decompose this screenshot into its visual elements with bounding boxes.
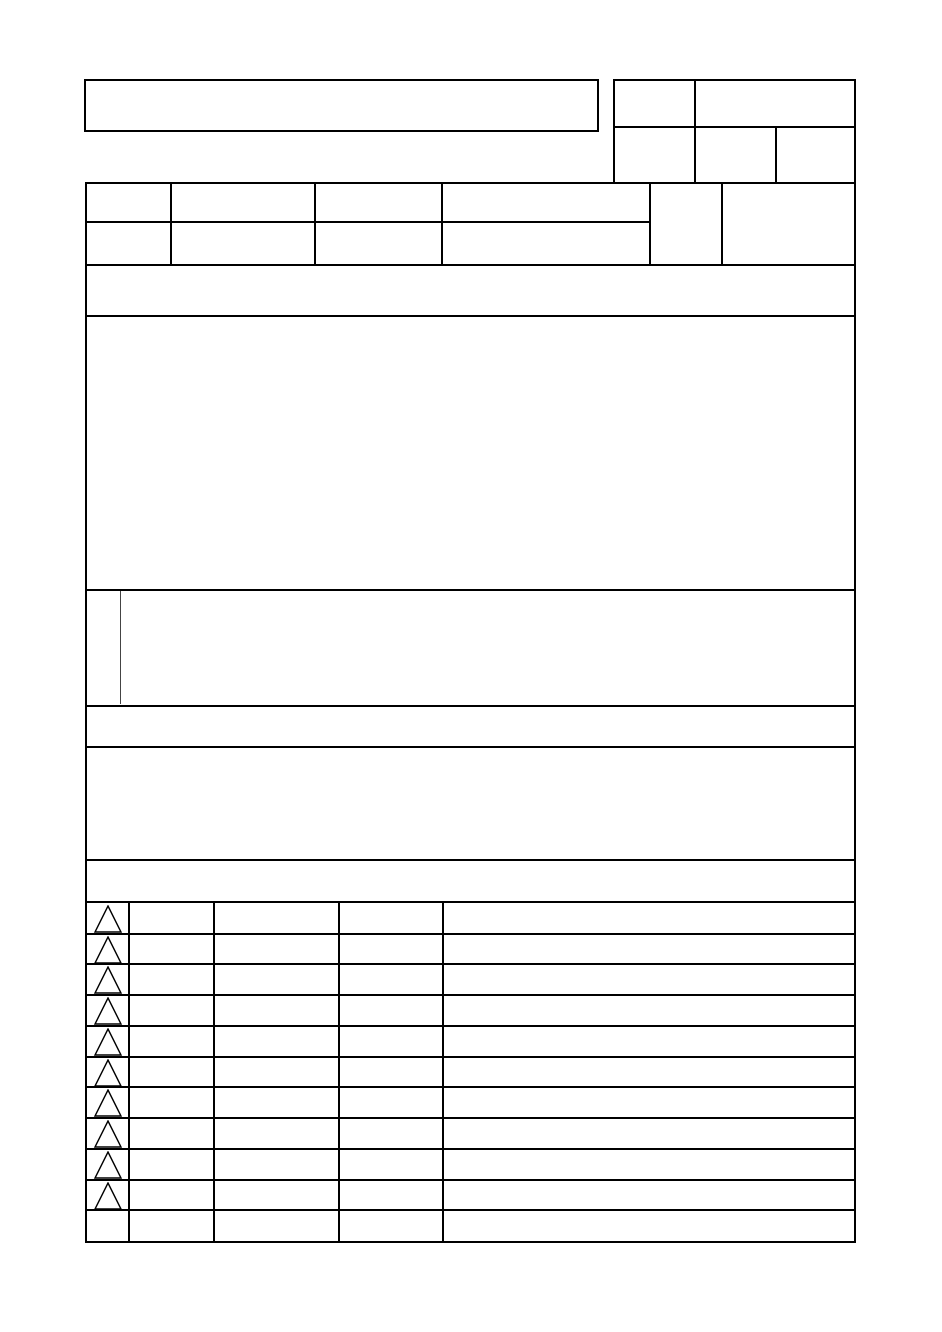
revision-cell bbox=[340, 1027, 442, 1056]
revision-triangle-icon bbox=[93, 1059, 123, 1087]
revision-cell bbox=[215, 1088, 338, 1117]
body-area bbox=[87, 317, 854, 589]
revision-cell bbox=[444, 1088, 854, 1117]
top-table-label bbox=[316, 184, 441, 221]
top-table-label bbox=[443, 184, 649, 221]
header-info-cell bbox=[777, 128, 854, 182]
revision-triangle-icon bbox=[93, 1151, 123, 1179]
revision-cell bbox=[444, 996, 854, 1025]
note-label bbox=[87, 591, 120, 705]
revision-cell bbox=[340, 935, 442, 964]
revision-cell bbox=[444, 965, 854, 994]
revision-cell bbox=[215, 935, 338, 964]
revision-cell bbox=[340, 1181, 442, 1210]
revision-triangle-icon bbox=[93, 997, 123, 1025]
revision-cell bbox=[340, 1058, 442, 1087]
top-table-value bbox=[316, 223, 441, 263]
revision-cell bbox=[130, 1058, 213, 1087]
revision-triangle-icon bbox=[93, 936, 123, 964]
revision-cell bbox=[130, 935, 213, 964]
top-table-side-b bbox=[723, 184, 854, 263]
top-table-value bbox=[172, 223, 314, 263]
revision-cell bbox=[130, 1027, 213, 1056]
revision-triangle-icon bbox=[93, 1120, 123, 1148]
revision-cell bbox=[130, 965, 213, 994]
revision-title bbox=[87, 861, 854, 901]
revision-cell bbox=[444, 1150, 854, 1179]
header-info-cell bbox=[696, 81, 854, 126]
top-table-label bbox=[172, 184, 314, 221]
section-title bbox=[87, 707, 854, 746]
revision-triangle-icon bbox=[93, 966, 123, 994]
revision-cell bbox=[215, 1058, 338, 1087]
revision-cell bbox=[130, 1181, 213, 1210]
subject-line bbox=[87, 266, 854, 315]
top-table-value bbox=[443, 223, 649, 263]
top-table-side-a bbox=[651, 184, 721, 263]
revision-cell bbox=[444, 1181, 854, 1210]
revision-cell bbox=[215, 1181, 338, 1210]
revision-cell bbox=[215, 1027, 338, 1056]
revision-cell bbox=[215, 965, 338, 994]
revision-cell bbox=[444, 935, 854, 964]
revision-triangle-icon bbox=[93, 1028, 123, 1056]
revision-cell bbox=[340, 1088, 442, 1117]
revision-cell bbox=[444, 904, 854, 933]
revision-cell bbox=[130, 1119, 213, 1148]
revision-cell bbox=[215, 904, 338, 933]
revision-triangle-icon bbox=[93, 905, 123, 933]
top-table-value bbox=[87, 223, 170, 263]
header-info-cell bbox=[615, 81, 694, 126]
revision-cell bbox=[130, 996, 213, 1025]
revision-cell bbox=[340, 1119, 442, 1148]
revision-cell bbox=[215, 996, 338, 1025]
revision-triangle-icon bbox=[93, 1089, 123, 1117]
revision-cell bbox=[215, 1150, 338, 1179]
document-title-box bbox=[84, 79, 599, 132]
revision-cell bbox=[444, 1119, 854, 1148]
revision-cell bbox=[340, 904, 442, 933]
revision-cell bbox=[444, 1027, 854, 1056]
note-column-divider bbox=[120, 591, 121, 704]
revision-cell bbox=[340, 996, 442, 1025]
revision-triangle-icon bbox=[93, 1182, 123, 1210]
revision-cell bbox=[444, 1211, 854, 1240]
revision-cell bbox=[340, 1211, 442, 1240]
revision-cell bbox=[340, 965, 442, 994]
section-body bbox=[87, 748, 854, 859]
revision-cell bbox=[340, 1150, 442, 1179]
revision-cell bbox=[130, 1088, 213, 1117]
revision-cell bbox=[444, 1058, 854, 1087]
document-title bbox=[86, 81, 597, 130]
header-info-cell bbox=[615, 128, 694, 182]
section-divider bbox=[85, 901, 856, 903]
revision-cell bbox=[215, 1119, 338, 1148]
revision-cell bbox=[130, 904, 213, 933]
note-body bbox=[122, 591, 854, 705]
revision-cell bbox=[130, 1150, 213, 1179]
revision-cell bbox=[215, 1211, 338, 1240]
header-info-cell bbox=[696, 128, 775, 182]
revision-cell bbox=[130, 1211, 213, 1240]
top-table-label bbox=[87, 184, 170, 221]
